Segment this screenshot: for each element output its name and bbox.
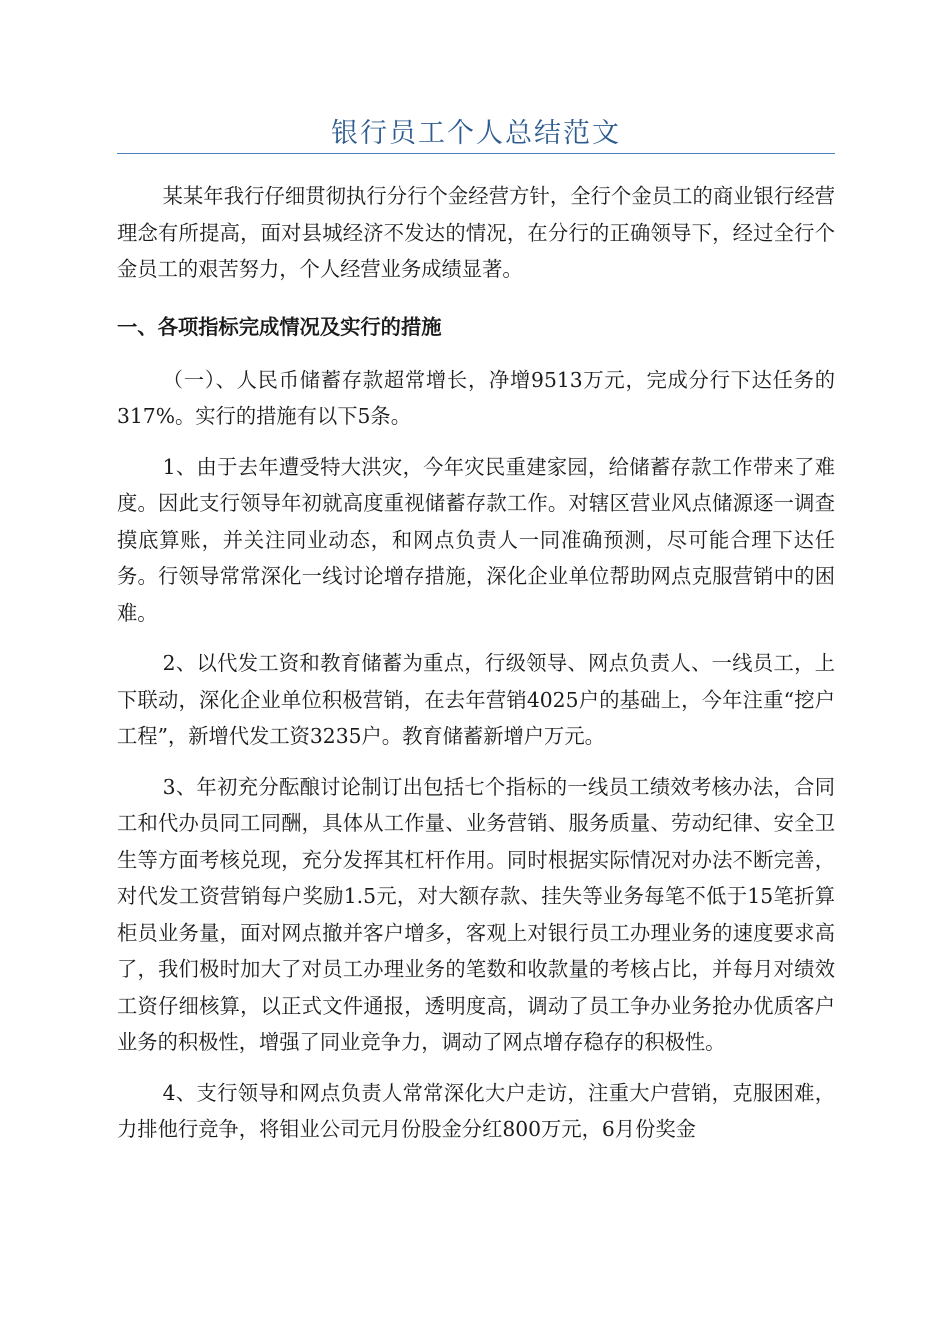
section-heading: 一、各项指标完成情况及实行的措施: [117, 314, 442, 339]
title-underline: [117, 153, 835, 154]
paragraph-4: 3、年初充分酝酿讨论制订出包括七个指标的一线员工绩效考核办法，合同工和代办员同工同酬，具体从工作量、业务营销、服务质量、劳动纪律、安全卫生等方面考核兑现，充分发挥其杠杆作用。同时根据实际情况对办法不断完善，对代发工资营销每户奖励1.5元，对大额存款、挂失等业务每笔不低于15笔折算柜员业务量，面对网点撤并客户增多，客观上对银行员工办理业务的速度要求高了，我们极时加大了对员工办理业务的笔数和收款量的考核占比，并每月对绩效工资仔细核算，以正式文件通报，透明度高，调动了员工争办业务抢办优质客户业务的积极性，增强了同业竞争力，调动了网点增存稳存的积极性。: [117, 774, 835, 1054]
intro-paragraph: 某某年我行仔细贯彻执行分行个金经营方针，全行个金员工的商业银行经营理念有所提高，面对县城经济不发达的情况，在分行的正确领导下，经过全行个金员工的艰苦努力，个人经营业务成绩显著。: [117, 184, 835, 281]
paragraph-1: （一）、人民币储蓄存款超常增长，净增9513万元，完成分行下达任务的317%。实行的措施有以下5条。: [117, 367, 835, 428]
paragraph-2: 1、由于去年遭受特大洪灾，今年灾民重建家园，给储蓄存款工作带来了难度。因此支行领导年初就高度重视储蓄存款工作。对辖区营业风点储源逐一调查摸底算账，并关注同业动态，和网点负责人一同准确预测，尽可能合理下达任务。行领导常常深化一线讨论增存措施，深化企业单位帮助网点克服营销中的困难。: [117, 454, 835, 625]
paragraph-5: 4、支行领导和网点负责人常常深化大户走访，注重大户营销，克服困难，力排他行竞争，将钼业公司元月份股金分红800万元，6月份奖金: [117, 1080, 835, 1141]
document-body: [117, 178, 835, 1148]
document-title: 银行员工个人总结范文: [331, 118, 621, 149]
paragraph-3: 2、以代发工资和教育储蓄为重点，行级领导、网点负责人、一线员工，上下联动，深化企业单位积极营销，在去年营销4025户的基础上，今年注重“挖户工程”，新增代发工资3235户。教育储蓄新增户万元。: [117, 651, 835, 748]
